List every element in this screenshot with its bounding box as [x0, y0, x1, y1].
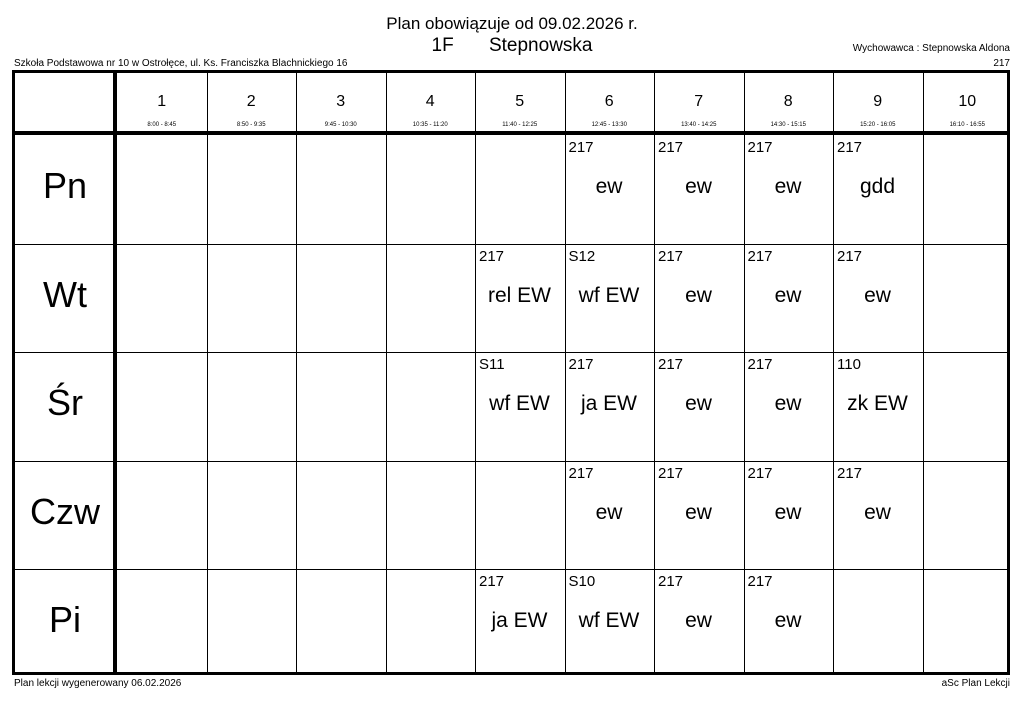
lesson-cell[interactable]	[744, 569, 833, 677]
lesson-subject: ew	[595, 500, 623, 524]
lesson-subject: ew	[774, 609, 802, 633]
tutor-room: 217	[993, 58, 1010, 69]
school-name: Szkoła Podstawowa nr 10 w Ostrołęce, ul. Ks. Franciszka Blachnickiego 16	[14, 58, 348, 69]
lesson-room: 217	[747, 464, 773, 482]
period-number: 2	[246, 93, 256, 110]
period-number: 4	[425, 93, 435, 110]
lesson-subject: ew	[774, 500, 802, 524]
period-time: 12:45 - 13:30	[591, 122, 627, 128]
lesson-subject: ja EW	[491, 609, 548, 633]
lesson-room: S11	[479, 356, 505, 374]
class-name: 1F	[431, 35, 454, 56]
grid-line	[207, 73, 208, 672]
period-time: 13:40 - 14:25	[681, 122, 717, 128]
lesson-room: S10	[568, 573, 596, 591]
lesson-cell[interactable]	[654, 135, 743, 243]
period-time: 14:30 - 15:15	[770, 122, 806, 128]
period-number: 7	[694, 93, 704, 110]
period-time: 16:10 - 16:55	[949, 122, 985, 128]
period-number: 3	[336, 93, 346, 110]
lesson-room: 217	[837, 247, 863, 265]
grid-line	[386, 73, 387, 672]
period-header	[744, 73, 834, 133]
lesson-cell[interactable]	[475, 244, 564, 352]
period-time: 9:45 - 10:30	[324, 122, 357, 128]
lesson-cell[interactable]	[833, 461, 922, 569]
lesson-cell[interactable]	[565, 135, 654, 243]
tutor-name: Wychowawca : Stepnowska Aldona	[852, 43, 1010, 54]
lesson-cell[interactable]	[744, 352, 833, 460]
lesson-subject: wf EW	[578, 283, 640, 307]
lesson-cell[interactable]	[565, 461, 654, 569]
lesson-cell[interactable]	[833, 244, 922, 352]
lesson-room: 217	[837, 464, 863, 482]
day-label: Śr	[47, 382, 83, 424]
lesson-cell[interactable]	[565, 244, 654, 352]
lesson-room: 217	[747, 247, 773, 265]
lesson-cell[interactable]	[565, 352, 654, 460]
period-time: 11:40 - 12:25	[502, 122, 538, 128]
lesson-subject: ew	[774, 283, 802, 307]
grid-line	[923, 73, 924, 672]
lesson-room: 217	[658, 573, 684, 591]
lesson-cell[interactable]	[744, 244, 833, 352]
lesson-subject: ew	[685, 500, 712, 524]
teacher-name: Stepnowska	[488, 35, 593, 56]
period-number: 6	[604, 93, 614, 110]
lesson-room: 217	[837, 139, 863, 156]
generated-note: Plan lekcji wygenerowany 06.02.2026	[14, 678, 182, 689]
plan-title: Plan obowiązuje od 09.02.2026 r.	[386, 14, 638, 33]
lesson-room: 217	[479, 247, 505, 265]
grid-line	[296, 73, 297, 672]
period-time: 15:20 - 16:05	[860, 122, 896, 128]
lesson-subject: rel EW	[488, 283, 551, 307]
lesson-subject: ew	[595, 175, 623, 198]
lesson-room: S12	[568, 247, 596, 265]
period-header	[565, 73, 655, 133]
lesson-room: 217	[479, 573, 505, 591]
period-header	[386, 73, 476, 133]
lesson-cell[interactable]	[654, 569, 743, 677]
lesson-cell[interactable]	[475, 352, 564, 460]
period-header	[654, 73, 744, 133]
period-number: 9	[873, 93, 883, 110]
lesson-subject: zk EW	[847, 392, 908, 416]
lesson-room: 217	[747, 573, 773, 591]
period-number: 10	[958, 93, 977, 110]
lesson-subject: ew	[685, 392, 712, 416]
lesson-subject: ew	[685, 283, 712, 307]
lesson-subject: ja EW	[580, 392, 637, 416]
period-header	[117, 73, 207, 133]
lesson-cell[interactable]	[744, 461, 833, 569]
lesson-room: 217	[747, 356, 773, 374]
period-number: 8	[783, 93, 793, 110]
grid-line	[113, 73, 117, 672]
lesson-cell[interactable]	[654, 461, 743, 569]
lesson-cell[interactable]	[744, 135, 833, 243]
lesson-subject: ew	[864, 283, 891, 307]
lesson-subject: wf EW	[489, 392, 550, 416]
lesson-room: 217	[568, 356, 594, 374]
lesson-cell[interactable]	[654, 352, 743, 460]
day-label: Pi	[48, 599, 81, 641]
lesson-room: 217	[568, 139, 594, 156]
lesson-room: 217	[658, 139, 684, 156]
period-header	[833, 73, 923, 133]
period-header	[207, 73, 297, 133]
lesson-cell[interactable]	[475, 569, 564, 677]
lesson-cell[interactable]	[833, 135, 922, 243]
period-time: 10:35 - 11:20	[412, 122, 448, 128]
lesson-subject: ew	[685, 175, 712, 198]
lesson-subject: ew	[864, 500, 891, 524]
lesson-subject: wf EW	[578, 609, 640, 633]
period-time: 8:00 - 8:45	[147, 122, 177, 128]
day-label: Pn	[42, 165, 88, 206]
app-credit: aSc Plan Lekcji	[941, 678, 1010, 689]
lesson-subject: gdd	[859, 175, 896, 198]
day-label: Wt	[43, 273, 87, 315]
period-header	[923, 73, 1013, 133]
period-number: 5	[515, 93, 525, 110]
lesson-cell[interactable]	[565, 569, 654, 677]
lesson-cell[interactable]	[833, 352, 922, 460]
period-header	[296, 73, 386, 133]
lesson-subject: ew	[774, 175, 802, 198]
period-header	[475, 73, 565, 133]
period-number: 1	[157, 93, 167, 110]
lesson-room: 217	[658, 247, 684, 265]
lesson-room: 217	[658, 356, 684, 374]
lesson-subject: ew	[774, 392, 802, 416]
lesson-subject: ew	[685, 609, 712, 633]
day-label: Czw	[30, 490, 100, 532]
period-time: 8:50 - 9:35	[236, 122, 266, 128]
lesson-room: 110	[837, 356, 861, 374]
lesson-cell[interactable]	[654, 244, 743, 352]
timetable-grid	[12, 70, 1010, 675]
lesson-room: 217	[568, 464, 594, 482]
lesson-room: 217	[658, 464, 684, 482]
lesson-room: 217	[747, 139, 773, 156]
